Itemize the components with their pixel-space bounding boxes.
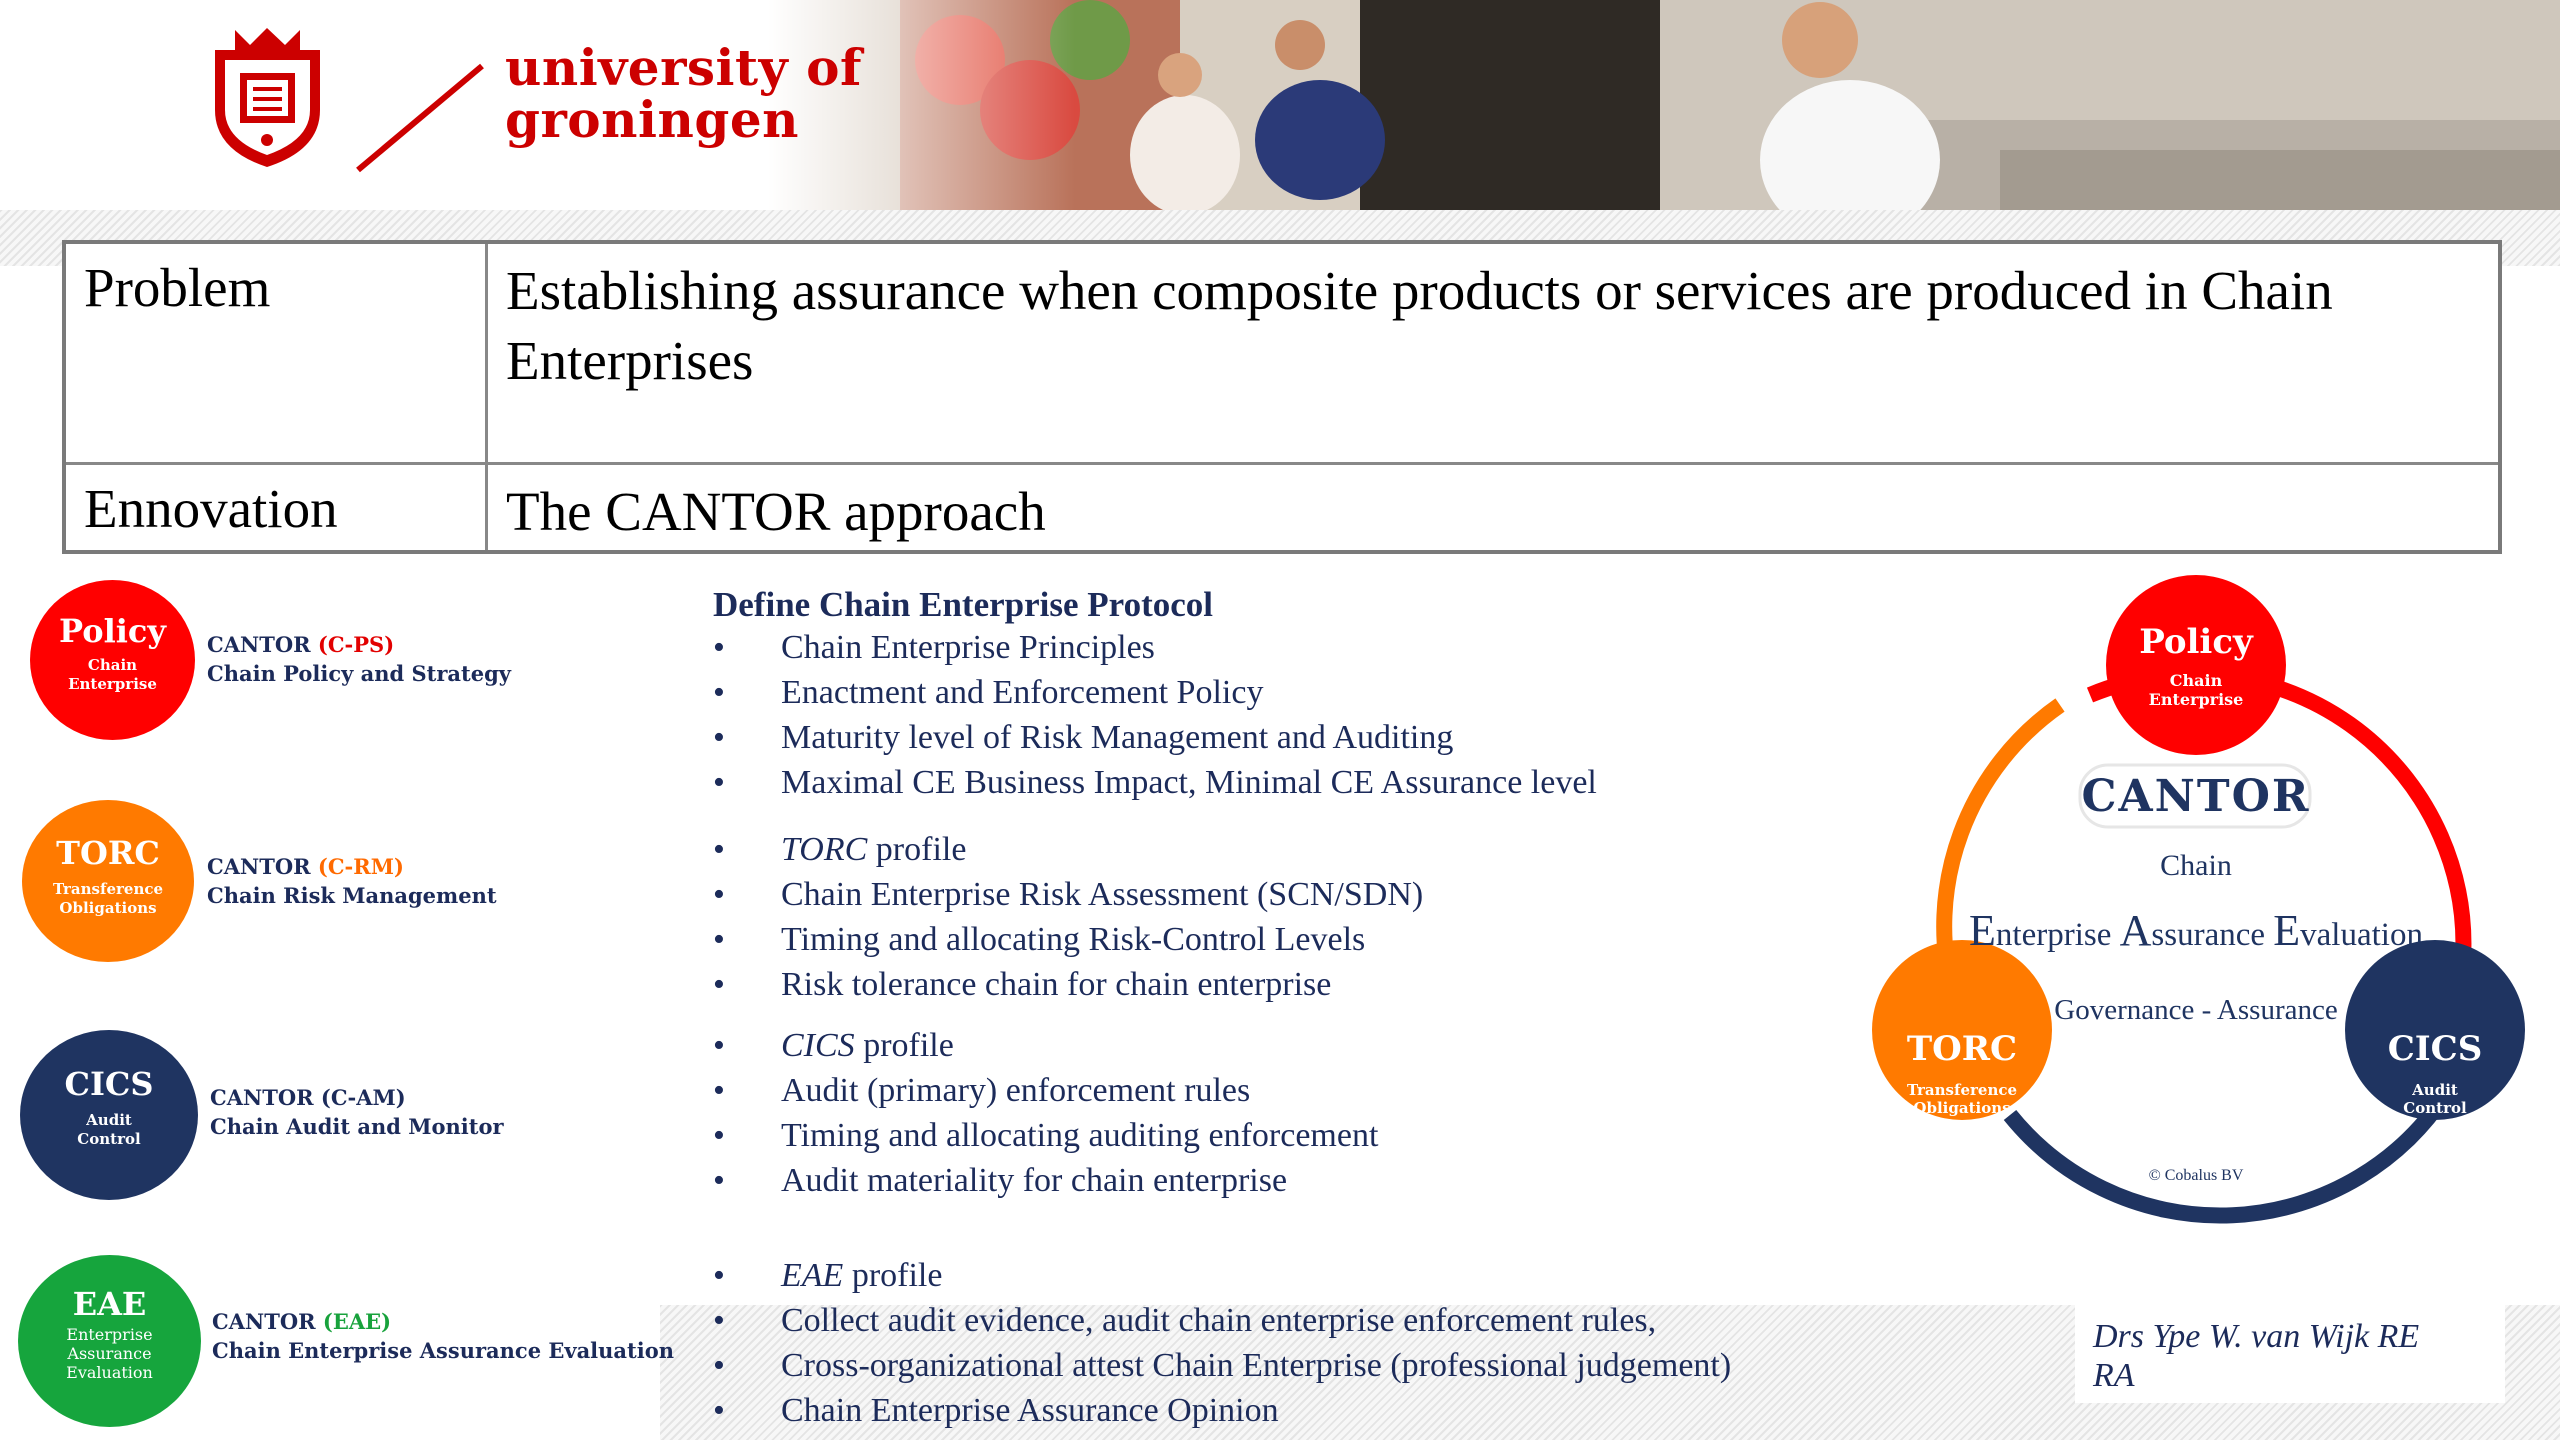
list-item — [713, 917, 1731, 962]
list-item — [713, 1253, 1731, 1298]
list-item-text: Timing and allocating auditing enforcement — [781, 1117, 1379, 1154]
diagram-torc-node — [1872, 940, 2052, 1120]
eae-legend-text — [212, 1307, 674, 1365]
policy-circle — [30, 580, 195, 740]
policy-legend-prefix: CANTOR — [207, 632, 318, 657]
torc-circle-sub1: Transference — [52, 880, 164, 898]
author-line2: RA — [2093, 1357, 2135, 1394]
list-item — [713, 1023, 1731, 1068]
list-item-text: profile — [843, 1257, 943, 1294]
list-item-text: Maximal CE Business Impact, Minimal CE Assurance level — [781, 764, 1597, 801]
eae-circle-sub3: Evaluation — [66, 1363, 153, 1382]
diagram-cics-sub1: Audit — [2412, 1081, 2458, 1099]
diagram-governance-label: Governance - Assurance — [2054, 994, 2338, 1026]
university-name — [505, 38, 862, 149]
ring-arc-navy — [2010, 1095, 2445, 1216]
list-item-text: Risk tolerance chain for chain enterprise — [781, 966, 1332, 1003]
diagram-cics-node — [2345, 940, 2525, 1120]
list-item-text: Audit materiality for chain enterprise — [781, 1162, 1288, 1199]
diagram-policy-sub2: Enterprise — [2148, 690, 2244, 709]
chain-enterprise-protocol — [713, 585, 1731, 1433]
eae-circle-sub2: Assurance — [67, 1344, 152, 1363]
eae-letter-e2: E — [2273, 906, 2301, 955]
list-item-text: profile — [867, 831, 967, 868]
list-item — [713, 625, 1731, 670]
diagram-cics-title: CICS — [2387, 1029, 2483, 1069]
protocol-group-principles — [713, 625, 1731, 805]
profile-name: EAE — [781, 1257, 844, 1294]
profile-name: TORC — [781, 831, 868, 868]
list-item — [713, 1113, 1731, 1158]
policy-legend-code: (C-PS) — [317, 632, 395, 657]
policy-legend-text — [207, 630, 511, 688]
eae-circle-sub1: Enterprise — [66, 1325, 153, 1344]
diagram-cics-sub2: Control — [2403, 1099, 2467, 1117]
list-item — [713, 827, 1731, 872]
list-item-text: Maturity level of Risk Management and Auditing — [781, 719, 1454, 756]
list-item-text: Chain Enterprise Principles — [781, 629, 1155, 666]
eae-legend-prefix: CANTOR — [212, 1309, 323, 1334]
torc-legend-prefix: CANTOR — [207, 854, 318, 879]
list-item — [713, 1298, 1731, 1343]
torc-legend-text — [207, 852, 497, 910]
logo-divider-slash — [350, 60, 490, 175]
list-item — [713, 962, 1731, 1007]
author-signature — [2075, 1305, 2505, 1403]
eae-letter-a: A — [2119, 906, 2152, 955]
policy-legend-name: Chain Policy and Strategy — [207, 661, 511, 686]
diagram-policy-title: Policy — [2139, 622, 2253, 662]
list-item — [713, 670, 1731, 715]
list-item — [713, 715, 1731, 760]
problem-table — [62, 240, 2502, 554]
cics-circle-sub1: Audit — [86, 1111, 132, 1129]
diagram-policy-sub1: Chain — [2169, 671, 2223, 690]
protocol-group-eae — [713, 1253, 1731, 1433]
eae-word1: nterprise — [1995, 917, 2120, 953]
protocol-title: Define Chain Enterprise Protocol — [713, 585, 1213, 624]
cics-circle — [20, 1030, 198, 1200]
diagram-cantor-wordmark: CANTOR — [2081, 771, 2311, 822]
cics-legend-name: Chain Audit and Monitor — [210, 1114, 504, 1139]
table-row-ennovation — [66, 465, 2498, 550]
table-row-problem — [66, 244, 2498, 465]
list-item — [713, 1343, 1731, 1388]
torc-circle-title: TORC — [56, 834, 160, 872]
eae-legend-name: Chain Enterprise Assurance Evaluation — [212, 1338, 674, 1363]
torc-legend-name: Chain Risk Management — [207, 883, 497, 908]
author-line1: Drs Ype W. van Wijk RE — [2093, 1318, 2420, 1355]
policy-circle-title: Policy — [59, 612, 166, 650]
profile-name: CICS — [781, 1027, 855, 1064]
list-item — [713, 1068, 1731, 1113]
diagram-torc-sub1: Transference — [1906, 1081, 2018, 1099]
ennovation-label: Ennovation — [84, 478, 338, 539]
problem-text: Establishing assurance when composite products or services are produced in Chain Enterprises — [506, 260, 2333, 391]
university-name-line2: groningen — [505, 90, 799, 149]
protocol-group-torc — [713, 827, 1731, 1007]
list-item — [713, 1158, 1731, 1203]
list-item-text: profile — [854, 1027, 954, 1064]
eae-legend-code: (EAE) — [322, 1309, 392, 1334]
eae-circle-title: EAE — [72, 1285, 147, 1323]
list-item-text: Audit (primary) enforcement rules — [781, 1072, 1251, 1109]
diagram-policy-node — [2106, 575, 2286, 755]
list-item — [713, 1388, 1731, 1433]
list-item-text: Chain Enterprise Assurance Opinion — [781, 1392, 1279, 1429]
list-item-text: Chain Enterprise Risk Assessment (SCN/SDN) — [781, 876, 1424, 913]
diagram-copyright: © Cobalus BV — [2148, 1167, 2244, 1184]
policy-circle-sub2: Enterprise — [68, 675, 157, 693]
cics-circle-title: CICS — [64, 1065, 154, 1103]
ennovation-text: The CANTOR approach — [506, 481, 1046, 542]
torc-legend-code: (C-RM) — [317, 854, 404, 879]
list-item-text: Timing and allocating Risk-Control Levels — [781, 921, 1366, 958]
cics-legend-text — [210, 1083, 504, 1141]
list-item-text: Cross-organizational attest Chain Enterprise (professional judgement) — [781, 1347, 1732, 1384]
university-name-line1: university of — [505, 38, 862, 97]
diagram-torc-sub2: Obligations — [1913, 1099, 2011, 1117]
torc-circle-sub2: Obligations — [59, 899, 157, 917]
list-item-text: Enactment and Enforcement Policy — [781, 674, 1264, 711]
list-item-text: Collect audit evidence, audit chain enterprise enforcement rules, — [781, 1302, 1657, 1339]
protocol-group-cics — [713, 1023, 1731, 1203]
diagram-eae-label — [1969, 906, 2423, 955]
cics-legend-prefix: CANTOR (C-AM) — [210, 1085, 406, 1110]
eae-word2: ssurance — [2151, 917, 2274, 953]
diagram-torc-title: TORC — [1906, 1029, 2018, 1069]
eae-word3: valuation — [2300, 917, 2423, 953]
torc-circle — [22, 800, 194, 962]
eae-letter-e1: E — [1969, 906, 1996, 955]
eae-circle — [18, 1255, 201, 1427]
diagram-chain-label: Chain — [2160, 849, 2232, 882]
list-item — [713, 872, 1731, 917]
list-item — [713, 760, 1731, 805]
header-banner — [0, 0, 2560, 210]
cantor-cycle-diagram — [1870, 575, 2530, 1235]
cics-circle-sub2: Control — [77, 1130, 141, 1148]
policy-circle-sub1: Chain — [87, 656, 138, 674]
university-crest-logo — [205, 25, 330, 170]
problem-label: Problem — [84, 257, 271, 318]
